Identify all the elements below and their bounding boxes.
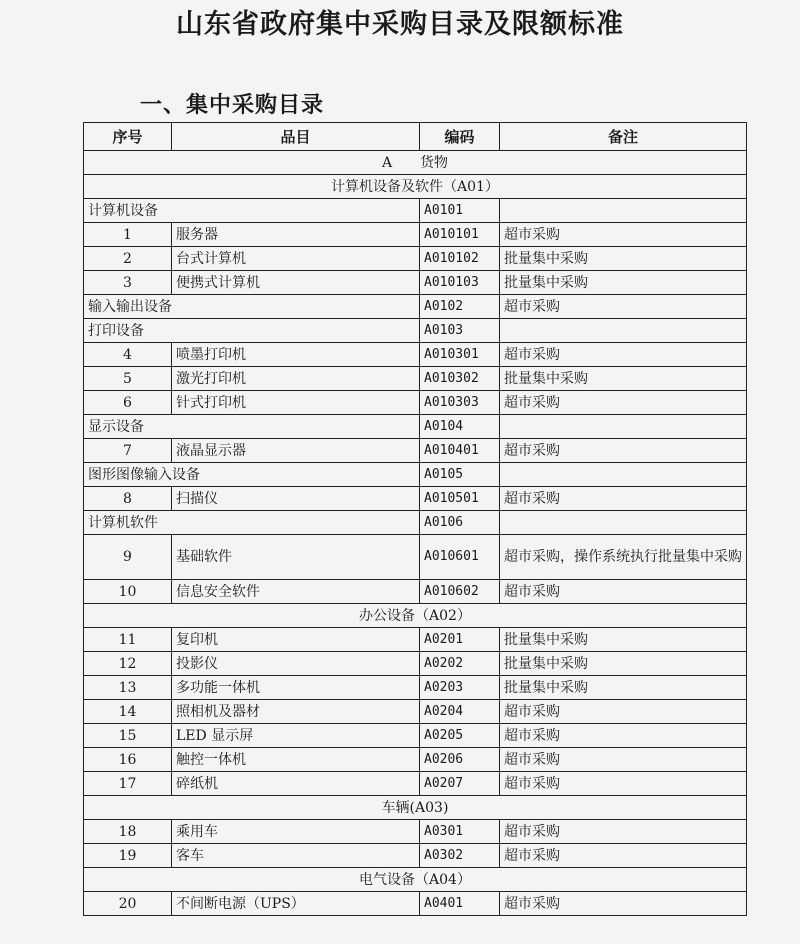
item-code: A010501 [420,487,500,511]
header-note: 备注 [500,123,747,151]
item-name: 照相机及器材 [172,700,420,724]
item-note [500,319,747,343]
subcategory-row [84,415,747,439]
item-name: 乘用车 [172,820,420,844]
row-number: 11 [84,628,172,652]
procurement-catalog-table [83,122,747,916]
item-name: 信息安全软件 [172,580,420,604]
row-number: 12 [84,652,172,676]
item-code: A0201 [420,628,500,652]
item-code: A010401 [420,439,500,463]
item-code: A010102 [420,247,500,271]
subcategory-row [84,199,747,223]
item-note: 超市采购 [500,844,747,868]
row-number: 16 [84,748,172,772]
item-name: LED 显示屏 [172,724,420,748]
category-row [84,868,747,892]
subcategory-label: 显示设备 [84,415,420,439]
item-name: 不间断电源（UPS） [172,892,420,916]
row-number: 4 [84,343,172,367]
item-name: 碎纸机 [172,772,420,796]
item-note: 超市采购 [500,820,747,844]
item-note: 超市采购 [500,580,747,604]
item-code: A0205 [420,724,500,748]
item-code: A0301 [420,820,500,844]
table-row [84,892,747,916]
row-number: 8 [84,487,172,511]
table-row [84,772,747,796]
category-row [84,604,747,628]
item-name: 喷墨打印机 [172,343,420,367]
row-number: 19 [84,844,172,868]
item-note: 超市采购 [500,391,747,415]
table-row [84,391,747,415]
table-row [84,487,747,511]
row-number: 18 [84,820,172,844]
row-number: 7 [84,439,172,463]
subcategory-label: 打印设备 [84,319,420,343]
table-row [84,700,747,724]
item-note: 批量集中采购 [500,247,747,271]
item-note: 批量集中采购 [500,367,747,391]
item-note [500,415,747,439]
item-code: A0207 [420,772,500,796]
item-code: A0105 [420,463,500,487]
item-code: A010602 [420,580,500,604]
item-note: 超市采购 [500,748,747,772]
category-label: A 货物 [84,151,747,175]
item-code: A010303 [420,391,500,415]
row-number: 20 [84,892,172,916]
row-number: 3 [84,271,172,295]
table-row [84,844,747,868]
item-note: 超市采购 [500,343,747,367]
item-name: 投影仪 [172,652,420,676]
item-code: A0106 [420,511,500,535]
item-name: 扫描仪 [172,487,420,511]
row-number: 5 [84,367,172,391]
row-number: 17 [84,772,172,796]
item-name: 台式计算机 [172,247,420,271]
table-row [84,820,747,844]
category-label: 办公设备（A02） [84,604,747,628]
item-note: 批量集中采购 [500,271,747,295]
table-header-row [84,123,747,151]
item-name: 复印机 [172,628,420,652]
category-label: 车辆(A03) [84,796,747,820]
item-name: 激光打印机 [172,367,420,391]
item-code: A010101 [420,223,500,247]
subcategory-label: 计算机设备 [84,199,420,223]
table-row [84,247,747,271]
item-name: 液晶显示器 [172,439,420,463]
item-name: 基础软件 [172,535,420,580]
table-row [84,535,747,580]
category-row [84,796,747,820]
table-row [84,271,747,295]
item-code: A010103 [420,271,500,295]
item-name: 触控一体机 [172,748,420,772]
item-code: A0206 [420,748,500,772]
table-row [84,223,747,247]
item-note [500,511,747,535]
item-note: 超市采购 [500,487,747,511]
item-code: A0302 [420,844,500,868]
item-note: 超市采购 [500,223,747,247]
table-row [84,628,747,652]
item-name: 服务器 [172,223,420,247]
item-code: A0104 [420,415,500,439]
category-row [84,175,747,199]
table-row [84,676,747,700]
item-name: 便携式计算机 [172,271,420,295]
row-number: 6 [84,391,172,415]
row-number: 15 [84,724,172,748]
item-note: 超市采购 [500,772,747,796]
item-code: A0102 [420,295,500,319]
row-number: 13 [84,676,172,700]
row-number: 2 [84,247,172,271]
header-item: 品目 [172,123,420,151]
item-note: 超市采购 [500,700,747,724]
table-body [84,151,747,916]
item-code: A0203 [420,676,500,700]
subcategory-row [84,511,747,535]
item-note: 超市采购 [500,724,747,748]
row-number: 1 [84,223,172,247]
subcategory-label: 图形图像输入设备 [84,463,420,487]
item-note: 超市采购 [500,439,747,463]
header-no: 序号 [84,123,172,151]
subcategory-label: 计算机软件 [84,511,420,535]
table-row [84,724,747,748]
item-code: A0204 [420,700,500,724]
item-name: 客车 [172,844,420,868]
table-row [84,580,747,604]
section-heading: 一、集中采购目录 [140,92,325,118]
category-label: 计算机设备及软件（A01） [84,175,747,199]
item-note [500,463,747,487]
header-code: 编码 [420,123,500,151]
category-label: 电气设备（A04） [84,868,747,892]
item-code: A010601 [420,535,500,580]
item-name: 多功能一体机 [172,676,420,700]
table-row [84,748,747,772]
row-number: 14 [84,700,172,724]
row-number: 9 [84,535,172,580]
item-note: 超市采购 [500,892,747,916]
item-note [500,199,747,223]
table-row [84,367,747,391]
item-code: A0202 [420,652,500,676]
subcategory-label: 输入输出设备 [84,295,420,319]
category-row [84,151,747,175]
item-note: 批量集中采购 [500,628,747,652]
table-row [84,652,747,676]
item-code: A0103 [420,319,500,343]
item-note: 批量集中采购 [500,652,747,676]
item-note: 批量集中采购 [500,676,747,700]
item-name: 针式打印机 [172,391,420,415]
item-note: 超市采购 [500,295,747,319]
row-number: 10 [84,580,172,604]
item-code: A010302 [420,367,500,391]
table-row [84,439,747,463]
item-code: A0401 [420,892,500,916]
item-note: 超市采购，操作系统执行批量集中采购 [500,535,747,580]
item-code: A010301 [420,343,500,367]
subcategory-row [84,319,747,343]
table-row [84,343,747,367]
subcategory-row [84,463,747,487]
item-code: A0101 [420,199,500,223]
page-title: 山东省政府集中采购目录及限额标准 [176,9,624,40]
subcategory-row [84,295,747,319]
